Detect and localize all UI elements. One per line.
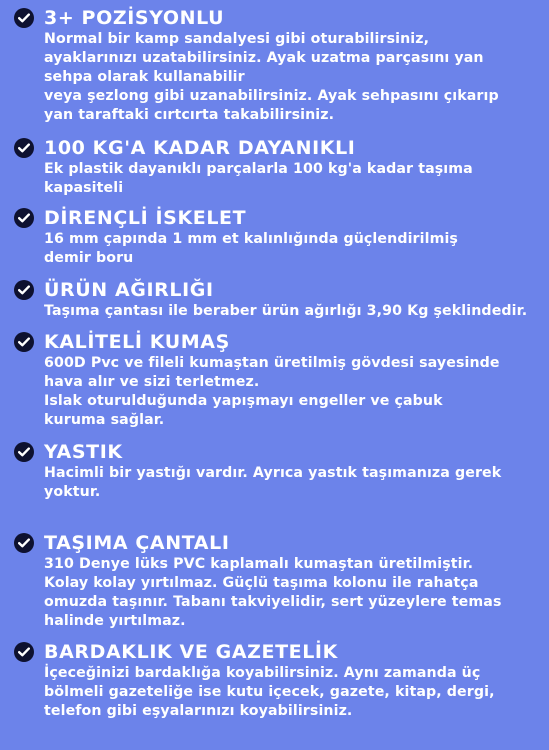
feature-item xyxy=(14,531,549,631)
feature-title: 100 KG'A KADAR DAYANIKLI xyxy=(44,137,356,159)
feature-description-line: bölmeli gazeteliğe ise kutu içecek, gazete, kitap, dergi, xyxy=(44,684,495,700)
feature-description-line: sehpa olarak kullanabilir xyxy=(44,69,245,85)
feature-item xyxy=(14,278,549,321)
feature-description-line: halinde yırtılmaz. xyxy=(44,613,186,629)
feature-description-line: Taşıma çantası ile beraber ürün ağırlığı 3,90 Kg şeklindedir. xyxy=(44,303,528,319)
check-circle-icon xyxy=(14,208,34,228)
feature-description xyxy=(14,160,549,198)
feature-description-line: ayaklarınızı uzatabilirsiniz. Ayak uzatma parçasını yan xyxy=(44,50,484,66)
feature-title: TAŞIMA ÇANTALI xyxy=(44,532,230,554)
check-circle-icon xyxy=(14,332,34,352)
feature-description-line: hava alır ve sizi terletmez. xyxy=(44,374,260,390)
check-circle-icon xyxy=(14,533,34,553)
feature-heading xyxy=(14,531,549,555)
feature-description-line: omuzda taşınır. Tabanı takviyelidir, sert yüzeylere temas xyxy=(44,594,502,610)
feature-item xyxy=(14,136,549,198)
feature-heading xyxy=(14,206,549,230)
feature-description-line: Normal bir kamp sandalyesi gibi oturabilirsiniz, xyxy=(44,31,430,47)
feature-item xyxy=(14,206,549,268)
check-circle-icon xyxy=(14,642,34,662)
feature-item xyxy=(14,6,549,125)
feature-description-line: Ek plastik dayanıklı parçalarla 100 kg'a kadar taşıma xyxy=(44,161,473,177)
feature-description-line: Kolay kolay yırtılmaz. Güçlü taşıma kolonu ile rahatça xyxy=(44,575,479,591)
feature-description-line: kapasiteli xyxy=(44,180,124,196)
feature-description xyxy=(14,555,549,631)
feature-heading xyxy=(14,330,549,354)
check-circle-icon xyxy=(14,280,34,300)
feature-description-line: İçeceğinizi bardaklığa koyabilirsiniz. Aynı zamanda üç xyxy=(44,665,481,681)
feature-description xyxy=(14,664,549,721)
feature-description-line: 600D Pvc ve fileli kumaştan üretilmiş gövdesi sayesinde xyxy=(44,355,500,371)
feature-description-line: kuruma sağlar. xyxy=(44,412,165,428)
feature-title: KALİTELİ KUMAŞ xyxy=(44,331,230,353)
feature-description-line: veya şezlong gibi uzanabilirsiniz. Ayak sehpasını çıkarıp xyxy=(44,88,499,104)
feature-description-line: Islak oturulduğunda yapışmayı engeller ve çabuk xyxy=(44,393,443,409)
feature-description xyxy=(14,230,549,268)
feature-description xyxy=(14,464,549,502)
check-circle-icon xyxy=(14,138,34,158)
feature-description-line: 310 Denye lüks PVC kaplamalı kumaştan üretilmiştir. xyxy=(44,556,474,572)
feature-heading xyxy=(14,136,549,160)
feature-title: 3+ POZİSYONLU xyxy=(44,7,225,29)
feature-title: YASTIK xyxy=(44,441,123,463)
feature-description-line: yan taraftaki cırtcırta takabilirsiniz. xyxy=(44,107,335,123)
feature-description-line: demir boru xyxy=(44,250,134,266)
feature-description xyxy=(14,30,549,125)
feature-heading xyxy=(14,440,549,464)
feature-title: BARDAKLIK VE GAZETELİK xyxy=(44,641,338,663)
check-circle-icon xyxy=(14,442,34,462)
feature-description-line: telefon gibi eşyalarınızı koyabilirsiniz. xyxy=(44,703,353,719)
feature-title: DİRENÇLİ İSKELET xyxy=(44,207,247,229)
feature-title: ÜRÜN AĞIRLIĞI xyxy=(44,279,214,301)
feature-description xyxy=(14,302,549,321)
feature-heading xyxy=(14,6,549,30)
feature-description-line: yoktur. xyxy=(44,484,101,500)
feature-description-line: 16 mm çapında 1 mm et kalınlığında güçlendirilmiş xyxy=(44,231,458,247)
check-circle-icon xyxy=(14,8,34,28)
feature-description xyxy=(14,354,549,430)
feature-item xyxy=(14,640,549,721)
feature-item xyxy=(14,440,549,502)
feature-heading xyxy=(14,640,549,664)
feature-description-line: Hacimli bir yastığı vardır. Ayrıca yastık taşımanıza gerek xyxy=(44,465,502,481)
feature-heading xyxy=(14,278,549,302)
feature-item xyxy=(14,330,549,430)
